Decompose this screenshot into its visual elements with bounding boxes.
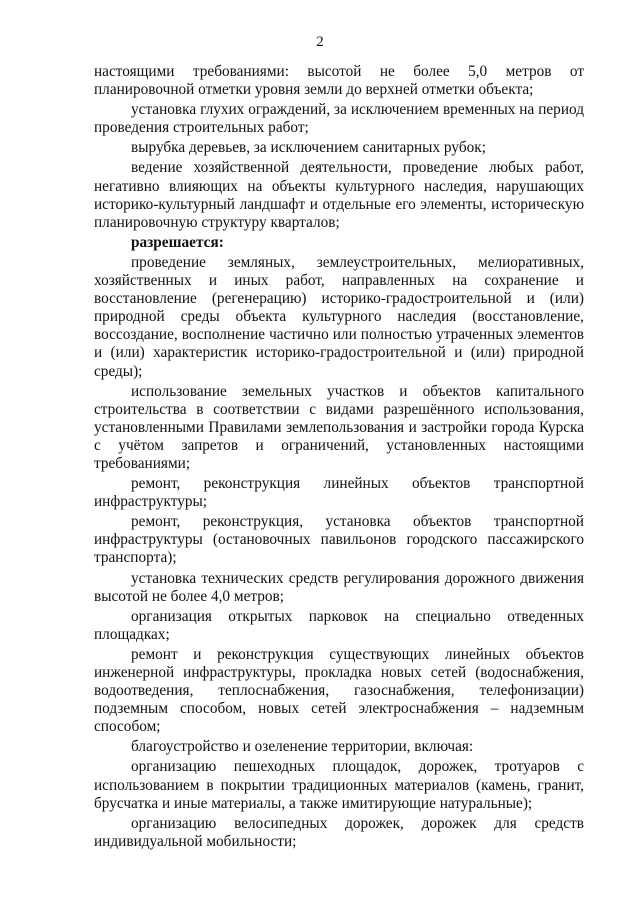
paragraph-tree-felling: вырубка деревьев, за исключением санитарных рубок;	[131, 139, 486, 157]
page-number: 2	[316, 34, 324, 50]
paragraph-traffic-control-devices: установка технических средств регулирования дорожного движения высотой не более 4,0 метров;	[94, 569, 584, 605]
paragraph-bicycle-paths: организацию велосипедных дорожек, дорожек для средств индивидуальной мобильности;	[94, 814, 584, 850]
paragraph-earthworks: проведение земляных, землеустроительных, мелиоративных, хозяйственных и иных работ, направленных на сохранение и восстановление (регенерацию) историко-градостроительной и (или) природной среды объекта культурного наследия (восстановление, воссоздание, восполнение частично или полностью утраченных элементов и (или) характеристик историко-градостроительной и (или) природной среды);	[94, 253, 584, 380]
paragraph-open-parking: организация открытых парковок на специально отведенных площадках;	[94, 607, 584, 643]
paragraph-pedestrian-areas: организацию пешеходных площадок, дорожек, тротуаров с использованием в покрытии традиционных материалов (камень, гранит, брусчатка и иные материалы, а также имитирующие натуральные);	[94, 758, 584, 812]
document-body	[94, 63, 584, 853]
section-heading-permitted: разрешается:	[131, 233, 224, 251]
paragraph-landscaping: благоустройство и озеленение территории, включая:	[131, 738, 474, 756]
paragraph-engineering-networks: ремонт и реконструкция существующих линейных объектов инженерной инфраструктуры, прокладка новых сетей (водоснабжения, водоотведения, теплоснабжения, газоснабжения, телефонизации) подземным способом, новых сетей электроснабжения – надземным способом;	[94, 645, 584, 736]
paragraph-height-restriction: настоящими требованиями: высотой не более 5,0 метров от планировочной отметки уровня земли до верхней отметки объекта;	[94, 63, 584, 99]
paragraph-linear-transport-repair: ремонт, реконструкция линейных объектов транспортной инфраструктуры;	[94, 475, 584, 511]
paragraph-economic-activity: ведение хозяйственной деятельности, проведение любых работ, негативно влияющих на объекты культурного наследия, нарушающих историко-культурный ландшафт и отдельные его элементы, историческую планировочную структуру кварталов;	[94, 159, 584, 231]
paragraph-land-use: использование земельных участков и объектов капитального строительства в соответствии с видами разрешённого использования, установленными Правилами землепользования и застройки города Курска с учётом запретов и ограничений, установленных настоящими требованиями;	[94, 382, 584, 472]
paragraph-solid-fences: установка глухих ограждений, за исключением временных на период проведения строительных работ;	[94, 101, 584, 137]
paragraph-transport-pavilions: ремонт, реконструкция, установка объектов транспортной инфраструктуры (остановочных павильонов городского пассажирского транспорта);	[94, 513, 584, 567]
